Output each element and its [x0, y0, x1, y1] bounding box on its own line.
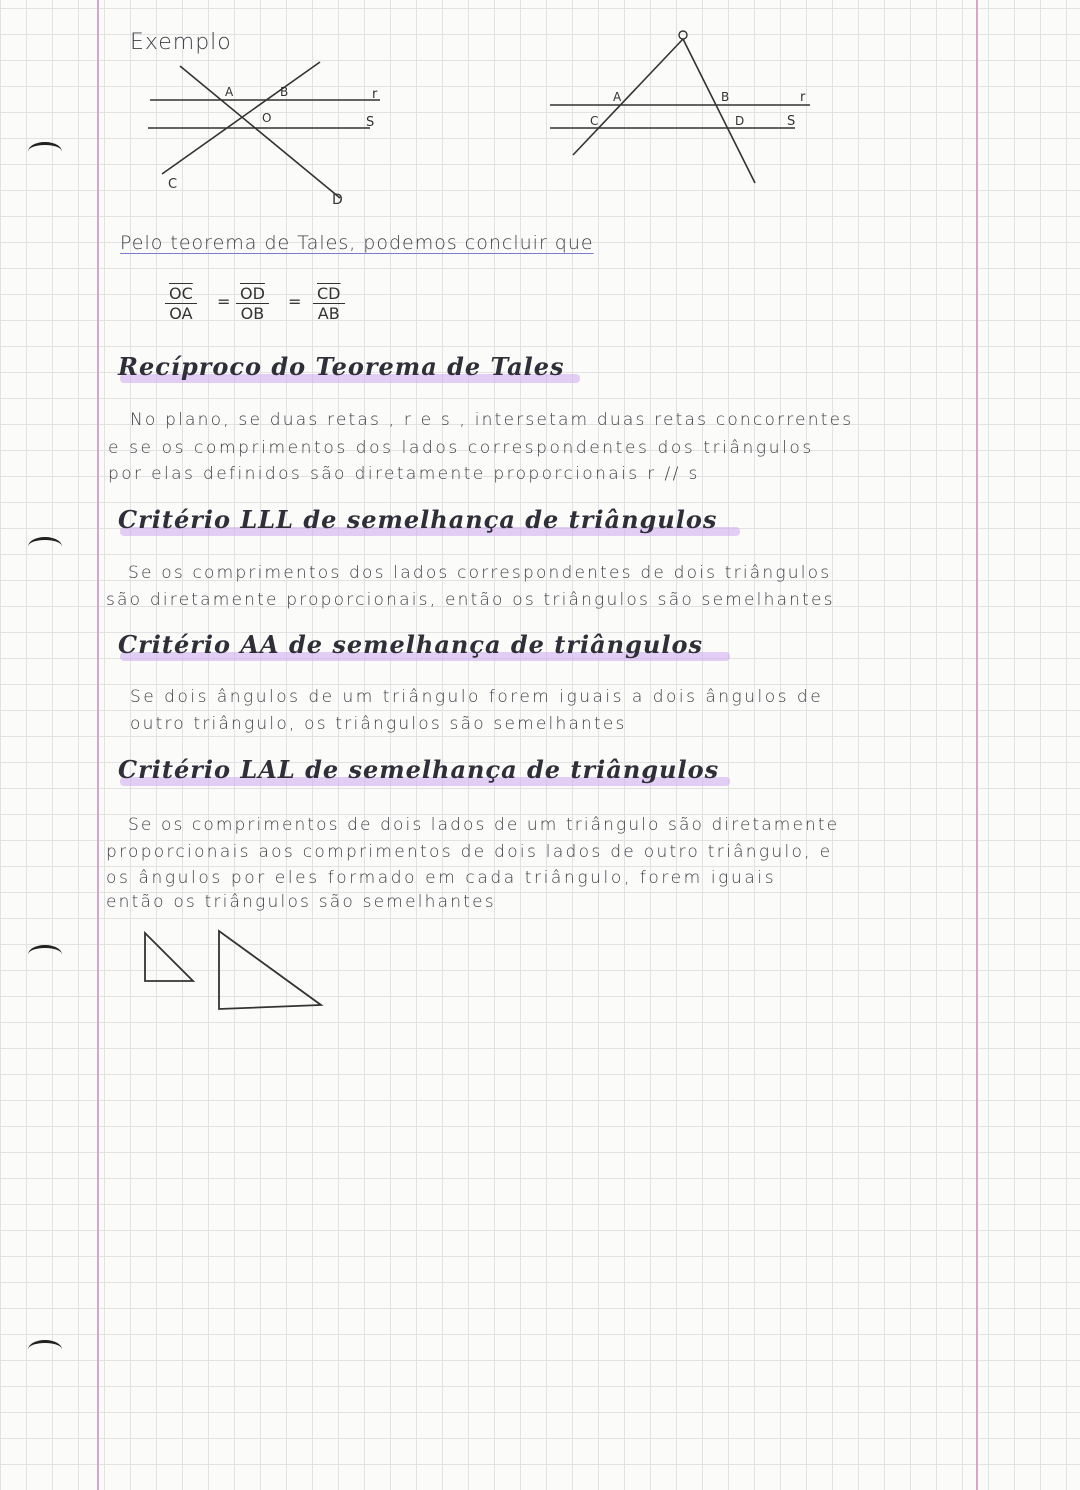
lal-line-1: Se os comprimentos de dois lados de um triângulo são diretamente	[128, 815, 840, 835]
fig1-label-o: O	[262, 111, 272, 125]
fig1-label-c: C	[168, 177, 178, 192]
lll-line-1: Se os comprimentos dos lados correspondentes de dois triângulos	[128, 563, 832, 583]
binder-hole	[28, 142, 62, 161]
reciproco-line-2: e se os comprimentos dos lados correspondentes dos triângulos	[108, 438, 814, 458]
reciproco-line-1: No plano, se duas retas , r e s , intersetam duas retas concorrentes	[130, 410, 854, 430]
reciproco-line-3: por elas definidos são diretamente proporcionais r // s	[108, 464, 700, 484]
binder-hole	[28, 1340, 62, 1359]
figure-similar-triangles	[135, 925, 335, 1025]
fig2-label-s: S	[787, 114, 796, 129]
figure-intersecting-lines	[140, 50, 400, 210]
fig2-label-b: B	[721, 90, 730, 104]
heading-criterio-aa: Critério AA de semelhança de triângulos	[118, 630, 703, 659]
lal-line-2: proporcionais aos comprimentos de dois lados de outro triângulo, e	[106, 842, 833, 862]
lal-line-4: então os triângulos são semelhantes	[106, 892, 496, 912]
fig1-label-s: S	[366, 115, 375, 130]
fig2-label-d: D	[735, 114, 745, 128]
intro-text: Pelo teorema de Tales, podemos concluir que	[120, 232, 594, 254]
lal-line-3: os ângulos por eles formado em cada triângulo, forem iguais	[106, 868, 777, 888]
fraction-oc-oa: $\frac{\overline{OC}}{OA}$	[165, 284, 197, 323]
example-title: Exemplo	[130, 30, 232, 55]
fig2-label-a: A	[613, 90, 622, 104]
fraction-od-ob: $\frac{\overline{OD}}{OB}$	[236, 284, 269, 323]
heading-reciproco: Recíproco do Teorema de Tales	[118, 352, 565, 381]
heading-criterio-lal: Critério LAL de semelhança de triângulos	[118, 755, 720, 784]
aa-line-2: outro triângulo, os triângulos são semelhantes	[130, 714, 627, 734]
heading-criterio-lll: Critério LLL de semelhança de triângulos	[118, 505, 718, 534]
right-margin-line	[976, 0, 978, 1490]
fig2-label-r: r	[800, 90, 806, 105]
binder-hole	[28, 945, 62, 964]
aa-line-1: Se dois ângulos de um triângulo forem iguais a dois ângulos de	[130, 687, 824, 707]
left-margin-line	[97, 0, 99, 1490]
fig2-label-c: C	[590, 114, 599, 128]
equals-sign: =	[288, 292, 302, 311]
figure-triangle-parallels	[545, 25, 815, 190]
fig1-label-b: B	[280, 85, 289, 99]
lll-line-2: são diretamente proporcionais, então os triângulos são semelhantes	[106, 590, 835, 610]
binder-hole	[28, 537, 62, 556]
fig1-label-d: D	[332, 192, 343, 208]
fraction-cd-ab: $\frac{\overline{CD}}{AB}$	[313, 284, 345, 323]
fig1-label-r: r	[372, 87, 378, 102]
fig1-label-a: A	[225, 85, 234, 99]
equals-sign: =	[217, 292, 231, 311]
